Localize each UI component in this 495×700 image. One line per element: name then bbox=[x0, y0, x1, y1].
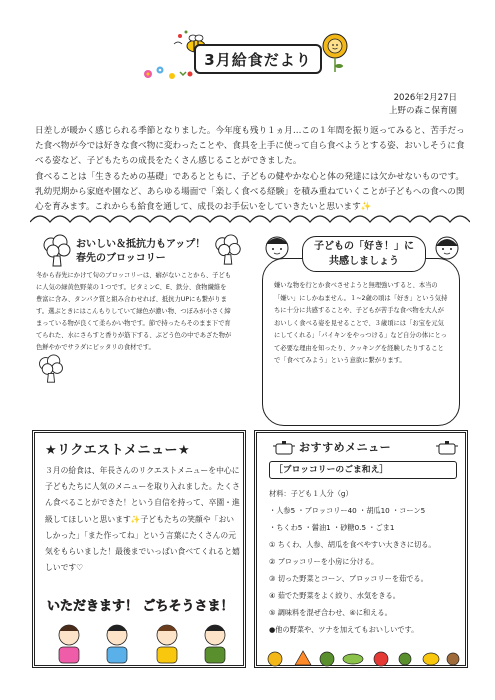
ingredients-line-1: ・人参5 ・ブロッコリー40 ・胡瓜10 ・コーン5 bbox=[269, 506, 426, 515]
title-box bbox=[194, 44, 322, 74]
vegetables-illustration bbox=[265, 647, 463, 669]
recipe-step-2: ② ブロッコリーを小房に分ける。 bbox=[269, 557, 379, 566]
flowers-icon bbox=[140, 62, 196, 84]
kids-preference-section bbox=[256, 232, 466, 428]
request-menu-section bbox=[32, 430, 246, 668]
issue-date: 2026年2月27日 bbox=[393, 93, 457, 103]
recipe-step-5: ⑤ 調味料を混ぜ合わせ、④に和える。 bbox=[269, 608, 392, 617]
banner-text: いただきます！ ごちそうさま！ bbox=[47, 599, 234, 614]
broccoli-body: 冬から春先にかけて旬のブロッコリーは、癖がないことから、子どもに人気の緑黄色野菜の１つです。ビタミンC、E、鉄分、食物繊維を豊富に含み、タンパク質と組み合わせれば、抵抗力UPにも繋がります。選ぶときにはこんもりしていて緑色が濃い物、つぼみが小さく締まっている物が良くて柔らかい物です。節で持ったらそのまま下で育てられた、水にさらすと香りが筋下する、ぶどう色の中であざた物が色鮮やかでサラダにピッタリの食材です。 bbox=[36, 272, 232, 351]
recommend-menu-header bbox=[267, 439, 461, 455]
broccoli-icon bbox=[212, 234, 244, 266]
date-block bbox=[389, 92, 457, 118]
page-title: 3月給食だより bbox=[204, 50, 312, 69]
kids-eating-illustration bbox=[47, 617, 241, 667]
dish-title: ［ブロッコリーのごま和え］ bbox=[269, 461, 457, 479]
broccoli-icon bbox=[40, 234, 74, 268]
recipe-note: ●他の野菜や、ツナを加えてもおいしいです。 bbox=[269, 625, 419, 634]
broccoli-title-line1: おいしい＆抵抗力もアップ！ bbox=[76, 239, 206, 250]
intro-text bbox=[35, 124, 465, 215]
kids-title-line1: 子どもの「好き！」に bbox=[314, 241, 414, 252]
child-face-icon bbox=[430, 232, 464, 262]
scallop-divider bbox=[30, 208, 470, 230]
kids-body: 嫌いな物を行とか食べさせようと無理強いすると、本当の「嫌い」にしかねません。１~2歳の頃は「好き」という気持ちに十分に共感することや、子どもが苦手な食べ物を大人がおいしく食べる姿を見せることで、３歳頃には「お宝を元気にしてくれる」「パイキンをやっつける」など自分の体にとって必要な理由を知ったり、クッキングを経験したりすることで「食べてみよう」という意欲に繋がります。 bbox=[274, 282, 448, 364]
broccoli-section bbox=[36, 234, 248, 420]
kids-title bbox=[302, 236, 426, 272]
recipe-step-4: ④ 茹でた野菜をよく絞り、水気をきる。 bbox=[269, 591, 400, 600]
pot-icon bbox=[273, 439, 295, 455]
materials-label: 材料：子ども１人分（g） bbox=[269, 489, 353, 498]
itadakimasu-banner bbox=[43, 593, 243, 615]
recommend-menu-section bbox=[254, 430, 468, 668]
header bbox=[0, 0, 495, 116]
kids-title-line2: 共感しましょう bbox=[329, 256, 399, 267]
request-menu-body: ３月の給食は、年長さんのリクエストメニューを中心に子どもたちに人気のメニューを取り入れました。たくさん食べることができた！という自信を持って、卒園・進級してほしいと思います✨子どもたちの笑顔や「おいしかった」「また作ってね」という言葉にたくさんの元気をもらいました！最後までいっぱい食べてくれると嬉しいです♡ bbox=[45, 466, 240, 573]
intro-paragraph-2: 食べることは「生きるための基礎」であるとともに、子どもの健やかな心と体の発達には欠かせないものです。乳幼児期から家庭や園など、あらゆる場面で「楽しく食べる経験」を積み重ねていくことが子どもへの食への関心を育みます。これからも給食を通して、成長のお手伝いをしていきたいと思います✨ bbox=[35, 171, 465, 213]
recipe-step-3: ③ 切った野菜とコーン、ブロッコリーを茹でる。 bbox=[269, 574, 428, 583]
recipe-body bbox=[269, 485, 465, 638]
pot-icon bbox=[435, 439, 459, 455]
broccoli-icon bbox=[36, 354, 66, 384]
recommend-menu-heading: おすすめメニュー bbox=[299, 441, 392, 454]
broccoli-title bbox=[76, 238, 205, 266]
broccoli-title-line2: 春先のブロッコリー bbox=[76, 253, 166, 264]
child-face-icon bbox=[260, 232, 294, 262]
intro-paragraph-1: 日差しが暖かく感じられる季節となりました。今年度も残り１ヵ月…この１年間を振り返ってみると、苦手だった食べ物が今では好きな食べ物に変わったことや、食具を上手に使って自ら食べようとする姿、おいしそうに食べる姿など、子どもたちの成長をたくさん感じることができました。 bbox=[35, 126, 465, 167]
organization-name: 上野の森こ保育園 bbox=[388, 106, 457, 116]
request-menu-heading: ★リクエストメニュー★ bbox=[45, 443, 191, 458]
recipe-step-1: ① ちくわ、人参、胡瓜を食べやすい大きさに切る。 bbox=[269, 540, 436, 549]
sun-icon bbox=[318, 30, 352, 74]
ingredients-line-2: ・ちくわ5 ・醤油1 ・砂糖0.5 ・ごま1 bbox=[269, 523, 395, 532]
